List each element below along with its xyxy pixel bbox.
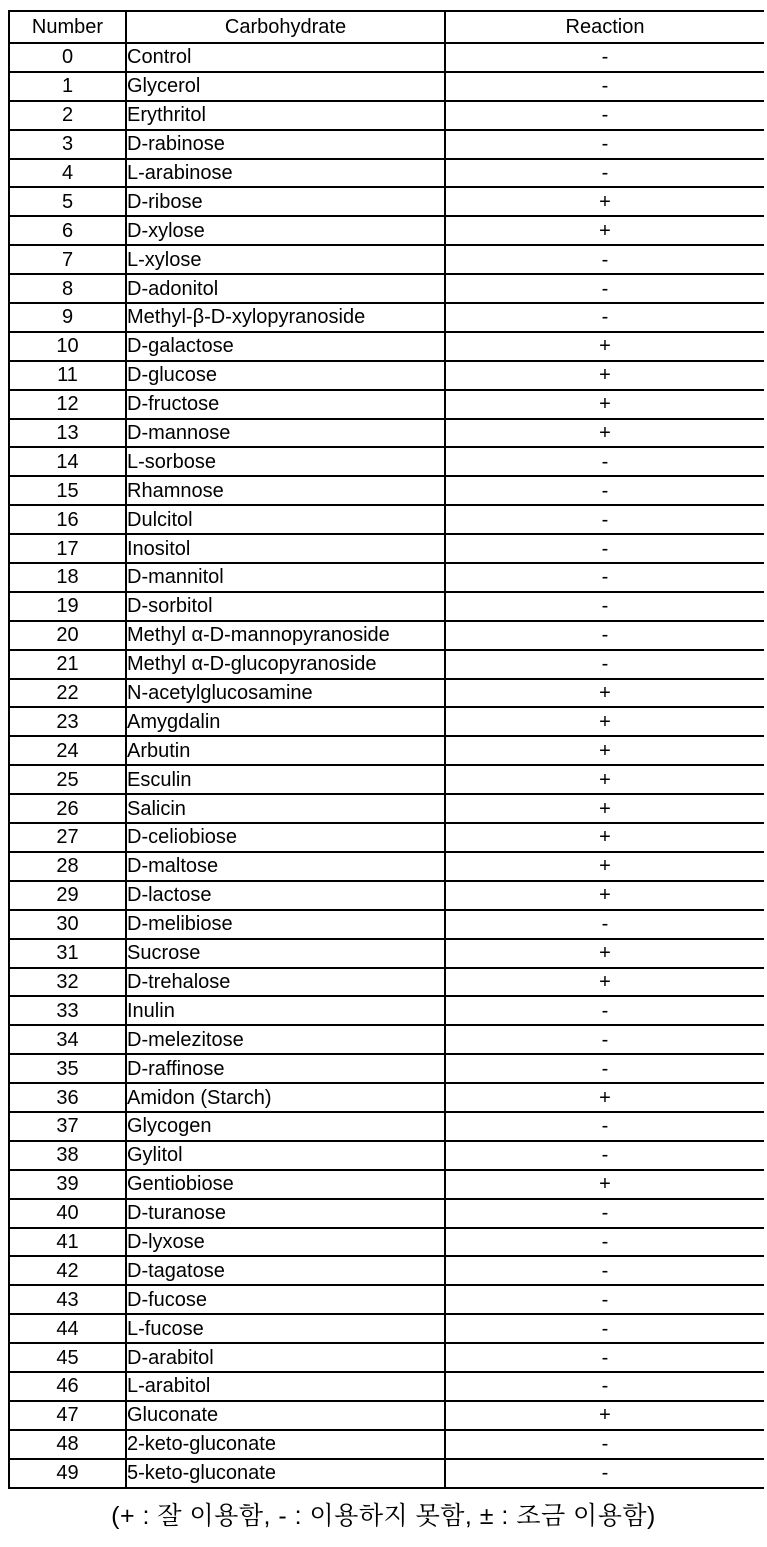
table-row [9,563,764,592]
table-row [9,534,764,563]
cell-reaction: - [601,1462,609,1485]
table-row [9,1112,764,1141]
cell-number: 10 [9,332,126,361]
cell-carbohydrate: Salicin [126,794,445,823]
cell-number: 15 [9,476,126,505]
cell-reaction: + [599,335,611,358]
table-row [9,852,764,881]
cell-reaction: - [601,508,609,531]
cell-number: 20 [9,621,126,650]
cell-carbohydrate: 2-keto-gluconate [126,1430,445,1459]
cell-carbohydrate: D-melibiose [126,910,445,939]
cell-number: 13 [9,419,126,448]
cell-number: 27 [9,823,126,852]
cell-number: 12 [9,390,126,419]
cell-number: 37 [9,1112,126,1141]
table-row [9,736,764,765]
table-row [9,476,764,505]
table-row [9,1228,764,1257]
table-row [9,303,764,332]
cell-reaction: - [601,277,609,300]
cell-number: 44 [9,1314,126,1343]
cell-reaction: - [601,450,609,473]
table-body [9,43,764,1488]
cell-carbohydrate: D-adonitol [126,274,445,303]
cell-number: 23 [9,707,126,736]
cell-reaction: - [601,537,609,560]
cell-reaction: - [601,1259,609,1282]
table-row [9,1459,764,1488]
table-row [9,390,764,419]
cell-reaction: - [601,1346,609,1369]
cell-number: 16 [9,505,126,534]
cell-number: 29 [9,881,126,910]
cell-reaction: + [599,826,611,849]
cell-reaction: + [599,1173,611,1196]
cell-reaction: + [599,422,611,445]
table-row [9,1256,764,1285]
table-row [9,187,764,216]
cell-number: 31 [9,939,126,968]
table-row [9,332,764,361]
cell-number: 26 [9,794,126,823]
cell-number: 42 [9,1256,126,1285]
cell-carbohydrate: D-lyxose [126,1228,445,1257]
cell-reaction: - [601,624,609,647]
cell-number: 4 [9,159,126,188]
column-header-number: Number [9,11,126,43]
table-row [9,968,764,997]
table-row [9,592,764,621]
cell-carbohydrate: L-fucose [126,1314,445,1343]
table-row [9,679,764,708]
cell-reaction: + [599,1404,611,1427]
table-row [9,245,764,274]
cell-number: 7 [9,245,126,274]
cell-carbohydrate: Arbutin [126,736,445,765]
cell-carbohydrate: L-sorbose [126,447,445,476]
cell-reaction: - [601,1230,609,1253]
cell-carbohydrate: D-turanose [126,1199,445,1228]
cell-carbohydrate: D-glucose [126,361,445,390]
cell-carbohydrate: Erythritol [126,101,445,130]
cell-number: 24 [9,736,126,765]
column-header-reaction: Reaction [565,16,645,38]
table-row [9,43,764,72]
cell-carbohydrate: D-galactose [126,332,445,361]
cell-reaction: - [601,1317,609,1340]
table-row [9,130,764,159]
column-header-carbohydrate: Carbohydrate [126,11,445,43]
table-row [9,1372,764,1401]
cell-carbohydrate: D-ribose [126,187,445,216]
table-row [9,1025,764,1054]
cell-reaction: - [601,999,609,1022]
cell-carbohydrate: L-arabinose [126,159,445,188]
cell-reaction: - [601,46,609,69]
cell-carbohydrate: D-trehalose [126,968,445,997]
cell-number: 0 [9,43,126,72]
cell-carbohydrate: D-celiobiose [126,823,445,852]
table-row [9,1401,764,1430]
cell-number: 3 [9,130,126,159]
cell-carbohydrate: N-acetylglucosamine [126,679,445,708]
cell-carbohydrate: Control [126,43,445,72]
cell-reaction: - [601,133,609,156]
cell-number: 33 [9,996,126,1025]
cell-number: 35 [9,1054,126,1083]
cell-reaction: - [601,1057,609,1080]
cell-number: 2 [9,101,126,130]
cell-number: 9 [9,303,126,332]
cell-number: 1 [9,72,126,101]
table-row [9,1430,764,1459]
cell-number: 40 [9,1199,126,1228]
cell-carbohydrate: Glycogen [126,1112,445,1141]
cell-number: 6 [9,216,126,245]
table-row [9,650,764,679]
cell-reaction: - [601,913,609,936]
cell-carbohydrate: Methyl α-D-mannopyranoside [126,621,445,650]
table-row [9,447,764,476]
cell-reaction: - [601,653,609,676]
table-row [9,1285,764,1314]
cell-reaction: + [599,682,611,705]
table-header-row [9,11,764,43]
cell-reaction: - [601,162,609,184]
cell-number: 19 [9,592,126,621]
table-row [9,1054,764,1083]
table-row [9,1170,764,1199]
table-row [9,996,764,1025]
cell-reaction: - [601,104,609,127]
cell-carbohydrate: D-arabitol [126,1343,445,1372]
cell-carbohydrate: Dulcitol [126,505,445,534]
cell-reaction: + [599,970,611,993]
cell-carbohydrate: Sucrose [126,939,445,968]
cell-number: 32 [9,968,126,997]
table-row [9,216,764,245]
cell-reaction: - [601,566,609,589]
cell-carbohydrate: D-xylose [126,216,445,245]
cell-number: 48 [9,1430,126,1459]
cell-carbohydrate: L-xylose [126,245,445,274]
cell-reaction: - [601,1028,609,1051]
cell-number: 38 [9,1141,126,1170]
cell-reaction: + [599,190,611,213]
table-row [9,910,764,939]
table-row [9,823,764,852]
cell-reaction: + [599,710,611,733]
cell-carbohydrate: Amidon (Starch) [126,1083,445,1112]
cell-reaction: + [599,219,611,242]
table-row [9,707,764,736]
table-row [9,939,764,968]
table-row [9,1199,764,1228]
cell-number: 45 [9,1343,126,1372]
cell-reaction: + [599,884,611,907]
cell-reaction: - [601,1288,609,1311]
cell-carbohydrate: D-tagatose [126,1256,445,1285]
cell-number: 11 [9,361,126,390]
cell-reaction: - [601,75,609,98]
cell-carbohydrate: Gylitol [126,1141,445,1170]
table-row [9,794,764,823]
cell-carbohydrate: Methyl-β-D-xylopyranoside [126,303,445,332]
cell-number: 43 [9,1285,126,1314]
cell-reaction: + [599,739,611,762]
cell-number: 34 [9,1025,126,1054]
cell-reaction: - [601,479,609,502]
cell-number: 17 [9,534,126,563]
cell-number: 28 [9,852,126,881]
cell-reaction: - [601,306,609,329]
cell-reaction: + [599,393,611,416]
cell-carbohydrate: D-mannose [126,419,445,448]
cell-carbohydrate: D-melezitose [126,1025,445,1054]
legend-note: (+ : 잘 이용함, - : 이용하지 못함, ± : 조금 이용함) [111,1502,656,1530]
cell-carbohydrate: Gluconate [126,1401,445,1430]
cell-reaction: + [599,797,611,820]
cell-reaction: - [601,1375,609,1398]
cell-reaction: + [599,942,611,965]
table-row [9,765,764,794]
carbohydrate-reaction-table [8,10,764,1489]
cell-number: 21 [9,650,126,679]
cell-carbohydrate: Glycerol [126,72,445,101]
cell-reaction: + [599,364,611,387]
table-row [9,101,764,130]
table-row [9,1314,764,1343]
table-row [9,621,764,650]
table-row [9,1141,764,1170]
cell-carbohydrate: D-lactose [126,881,445,910]
table-row [9,72,764,101]
table-row [9,274,764,303]
cell-carbohydrate: L-arabitol [126,1372,445,1401]
table-row [9,881,764,910]
cell-carbohydrate: Amygdalin [126,707,445,736]
cell-number: 39 [9,1170,126,1199]
cell-carbohydrate: D-rabinose [126,130,445,159]
table-row [9,361,764,390]
cell-carbohydrate: D-fucose [126,1285,445,1314]
cell-number: 25 [9,765,126,794]
cell-reaction: - [601,1202,609,1225]
cell-carbohydrate: Esculin [126,765,445,794]
cell-number: 47 [9,1401,126,1430]
cell-number: 36 [9,1083,126,1112]
table-row [9,159,764,188]
cell-reaction: - [601,595,609,618]
cell-reaction: + [599,768,611,791]
cell-number: 8 [9,274,126,303]
cell-number: 41 [9,1228,126,1257]
cell-number: 18 [9,563,126,592]
cell-carbohydrate: D-mannitol [126,563,445,592]
cell-carbohydrate: Methyl α-D-glucopyranoside [126,650,445,679]
cell-carbohydrate: D-raffinose [126,1054,445,1083]
table-row [9,419,764,448]
cell-carbohydrate: D-sorbitol [126,592,445,621]
cell-number: 5 [9,187,126,216]
cell-carbohydrate: 5-keto-gluconate [126,1459,445,1488]
cell-number: 22 [9,679,126,708]
cell-carbohydrate: Inulin [126,996,445,1025]
cell-reaction: - [601,1433,609,1456]
cell-number: 46 [9,1372,126,1401]
cell-number: 49 [9,1459,126,1488]
cell-number: 14 [9,447,126,476]
table-row [9,1343,764,1372]
cell-reaction: + [599,1086,611,1109]
cell-carbohydrate: Rhamnose [126,476,445,505]
cell-reaction: - [601,248,609,271]
cell-carbohydrate: D-maltose [126,852,445,881]
cell-reaction: + [599,855,611,878]
table-row [9,505,764,534]
table-row [9,1083,764,1112]
cell-carbohydrate: Gentiobiose [126,1170,445,1199]
cell-number: 30 [9,910,126,939]
cell-reaction: - [601,1115,609,1138]
cell-reaction: - [601,1144,609,1167]
table-header [9,11,764,43]
cell-carbohydrate: D-fructose [126,390,445,419]
cell-carbohydrate: Inositol [126,534,445,563]
